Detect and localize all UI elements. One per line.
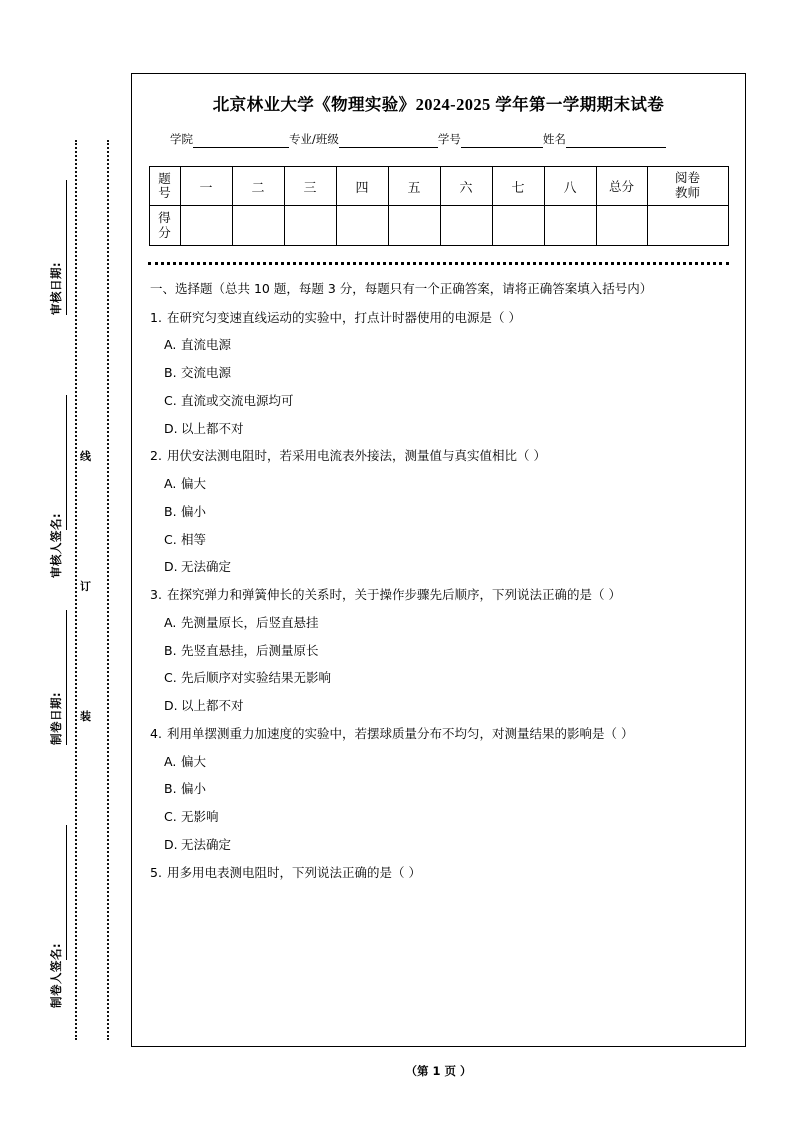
option-text: 先后顺序对实验结果无影响 <box>181 670 332 686</box>
binding-dotted-line-outer <box>75 140 77 1040</box>
field-major-class-label: 专业/班级 <box>289 132 339 146</box>
row-label-line2: 号 <box>158 186 171 200</box>
score-cell-5[interactable] <box>388 206 440 246</box>
score-col-3: 三 <box>284 167 336 206</box>
option-key: D. <box>164 836 178 852</box>
option-text: 偏小 <box>181 781 207 797</box>
section-heading: 一、选择题（总共 10 题，每题 3 分，每题只有一个正确答案，请将正确答案填入括号内） <box>150 281 653 296</box>
option-text: 偏大 <box>181 753 207 769</box>
question-stem <box>150 725 729 744</box>
question-stem <box>150 586 729 605</box>
score-col-7: 七 <box>492 167 544 206</box>
question-number: 4. <box>150 725 162 741</box>
exam-sheet <box>131 73 746 1047</box>
option-text: 无法确定 <box>181 559 232 575</box>
binding-word-line: 线 <box>80 450 91 463</box>
option-key: D. <box>164 420 178 436</box>
score-table <box>149 166 729 246</box>
question-text: 在探究弹力和弹簧伸长的关系时，关于操作步骤先后顺序，下列说法正确的是（ ） <box>167 587 621 602</box>
score-col-8: 八 <box>544 167 596 206</box>
score-table-row-label-score <box>149 206 180 246</box>
option-key: B. <box>164 781 177 797</box>
option-key: B. <box>164 642 177 658</box>
score-cell-total[interactable] <box>596 206 647 246</box>
binding-word-bind: 装 <box>80 710 91 723</box>
margin-label-produce-date: 制卷日期: <box>49 691 63 745</box>
score-col-4: 四 <box>336 167 388 206</box>
question-option[interactable] <box>164 836 729 855</box>
option-key: A. <box>164 614 177 630</box>
score-cell-7[interactable] <box>492 206 544 246</box>
question-text: 在研究匀变速直线运动的实验中，打点计时器使用的电源是（ ） <box>167 309 521 325</box>
dotted-separator <box>148 262 729 265</box>
question-option[interactable] <box>164 753 729 772</box>
question-option[interactable] <box>164 614 729 633</box>
option-text: 交流电源 <box>181 365 232 380</box>
score-col-5: 五 <box>388 167 440 206</box>
option-text: 相等 <box>181 531 207 547</box>
question-option[interactable] <box>164 697 729 716</box>
field-student-id-blank[interactable] <box>461 134 543 148</box>
question-text: 利用单摆测重力加速度的实验中，若摆球质量分布不均匀，对测量结果的影响是（ ） <box>167 725 634 741</box>
student-info-fields <box>170 131 725 148</box>
option-key: B. <box>164 365 177 380</box>
score-cell-2[interactable] <box>232 206 284 246</box>
option-key: C. <box>164 531 177 547</box>
margin-label-producer-signature: 制卷人签名: <box>49 942 63 1008</box>
option-text: 以上都不对 <box>181 698 244 713</box>
score-table-row-label-question <box>149 167 180 206</box>
score-col-2: 二 <box>232 167 284 206</box>
margin-rule-3 <box>66 610 67 745</box>
field-student-name <box>543 131 666 148</box>
option-key: B. <box>164 503 177 519</box>
question-number: 2. <box>150 448 162 464</box>
margin-rule-2 <box>66 395 67 530</box>
score-col-1: 一 <box>180 167 232 206</box>
field-student-name-label: 姓名 <box>542 132 566 146</box>
option-key: C. <box>164 392 177 408</box>
field-college <box>170 131 289 148</box>
option-text: 无法确定 <box>181 836 232 852</box>
option-text: 直流或交流电源均可 <box>181 392 294 408</box>
question-option[interactable] <box>164 808 729 827</box>
field-major-class <box>289 131 438 148</box>
question-text: 用多用电表测电阻时，下列说法正确的是（ ） <box>167 864 421 880</box>
score-col-6: 六 <box>440 167 492 206</box>
binding-dotted-line-inner <box>107 140 109 1040</box>
margin-rule-4 <box>66 825 67 960</box>
question-option[interactable] <box>164 420 729 439</box>
row-label-line1: 题 <box>158 171 171 186</box>
question-number: 1. <box>150 309 162 325</box>
question-option[interactable] <box>164 503 729 522</box>
field-student-id <box>438 131 543 148</box>
question-text: 用伏安法测电阻时，若采用电流表外接法，测量值与真实值相比（ ） <box>167 448 546 464</box>
score-label-line2: 分 <box>158 225 171 240</box>
option-key: D. <box>164 559 178 575</box>
score-cell-4[interactable] <box>336 206 388 246</box>
marker-label-line2: 教师 <box>674 186 700 200</box>
option-text: 偏小 <box>181 503 207 519</box>
option-text: 先测量原长，后竖直悬挂 <box>181 614 319 630</box>
question-stem <box>150 864 729 883</box>
option-key: A. <box>164 753 177 769</box>
option-text: 直流电源 <box>181 337 232 353</box>
question-option[interactable] <box>164 642 729 661</box>
field-student-name-blank[interactable] <box>566 134 666 148</box>
page-title: 北京林业大学《物理实验》2024‑2025 学年第一学期期末试卷 <box>212 95 665 114</box>
question-number: 3. <box>150 587 162 602</box>
option-key: C. <box>164 670 177 686</box>
score-cell-marker[interactable] <box>647 206 728 246</box>
option-text: 先竖直悬挂，后测量原长 <box>181 642 319 658</box>
field-college-blank[interactable] <box>193 134 289 148</box>
binding-margin <box>0 0 131 1122</box>
question-option[interactable] <box>164 392 729 411</box>
margin-rule-1 <box>66 180 67 315</box>
question-option[interactable] <box>164 531 729 550</box>
question-option[interactable] <box>164 364 729 383</box>
score-cell-3[interactable] <box>284 206 336 246</box>
question-body <box>150 278 729 882</box>
page-footer <box>131 1063 746 1079</box>
option-key: A. <box>164 476 177 491</box>
binding-word-staple: 订 <box>80 580 91 593</box>
field-college-label: 学院 <box>170 132 193 146</box>
option-text: 以上都不对 <box>181 420 244 436</box>
score-col-marker <box>647 167 728 206</box>
question-option[interactable] <box>164 336 729 355</box>
score-col-total: 总分 <box>596 167 647 206</box>
option-key: A. <box>164 337 177 353</box>
page-number-label: （第 1 页 ） <box>405 1064 472 1078</box>
option-text: 无影响 <box>181 809 219 824</box>
question-option[interactable] <box>164 780 729 799</box>
field-major-class-blank[interactable] <box>339 134 438 148</box>
question-number: 5. <box>150 864 162 880</box>
score-cell-6[interactable] <box>440 206 492 246</box>
option-text: 偏大 <box>181 476 207 491</box>
margin-label-reviewer-signature: 审核人签名: <box>49 512 63 578</box>
margin-label-review-date: 审核日期: <box>49 261 63 315</box>
question-option[interactable] <box>164 475 729 494</box>
question-stem <box>150 447 729 466</box>
question-option[interactable] <box>164 558 729 577</box>
marker-label-line1: 阅卷 <box>674 171 700 185</box>
question-stem <box>150 309 729 328</box>
score-label-line1: 得 <box>158 211 171 226</box>
score-cell-1[interactable] <box>180 206 232 246</box>
score-table-header-row <box>149 167 728 206</box>
score-table-value-row <box>149 206 728 246</box>
question-option[interactable] <box>164 669 729 688</box>
score-cell-8[interactable] <box>544 206 596 246</box>
field-student-id-label: 学号 <box>437 132 461 146</box>
option-key: D. <box>164 698 178 713</box>
option-key: C. <box>164 809 177 824</box>
